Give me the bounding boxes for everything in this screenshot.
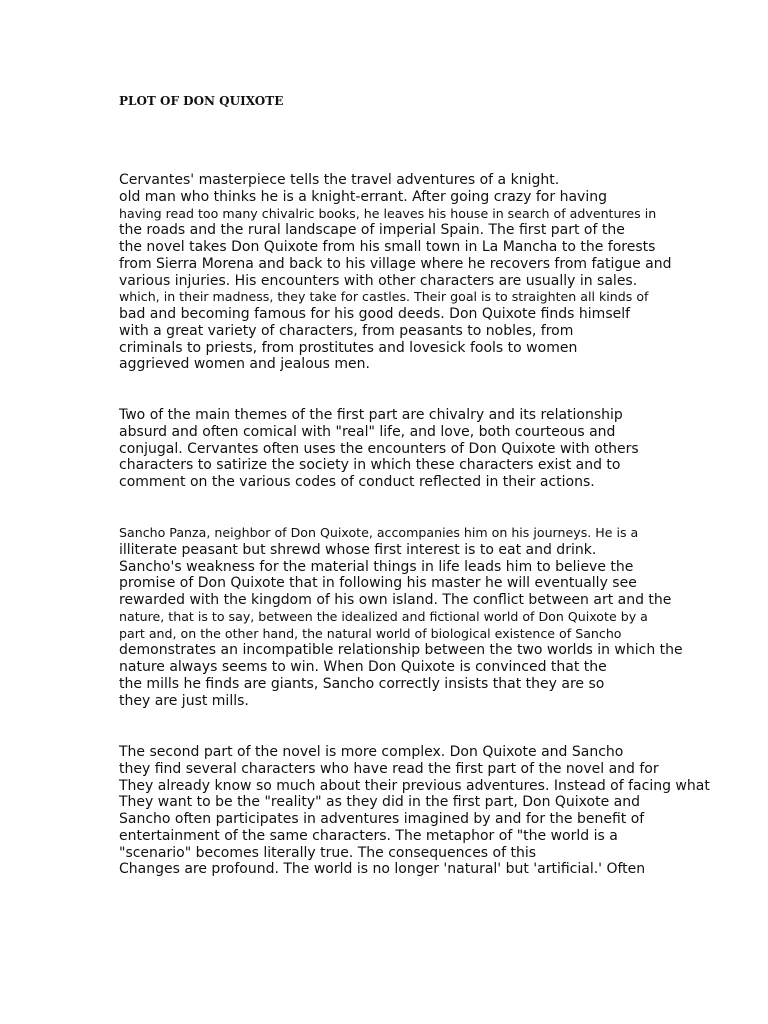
text-line: conjugal. Cervantes often uses the encounters of Don Quixote with others — [119, 440, 639, 457]
text-line: Two of the main themes of the first part are chivalry and its relationship — [119, 407, 623, 423]
text-line: They already know so much about their previous adventures. Instead of facing what — [119, 777, 710, 794]
text-line: The second part of the novel is more complex. Don Quixote and Sancho — [119, 744, 624, 760]
text-line: Cervantes' masterpiece tells the travel adventures of a knight. — [119, 172, 560, 188]
text-line: entertainment of the same characters. The metaphor of "the world is a — [119, 827, 618, 844]
text-line: having read too many chivalric books, he leaves his house in search of adventures in — [119, 205, 657, 221]
text-line: demonstrates an incompatible relationship between the two worlds in which the — [119, 642, 683, 659]
text-line: they are just mills. — [119, 692, 249, 709]
text-line: aggrieved women and jealous men. — [119, 356, 370, 373]
text-line: nature always seems to win. When Don Quixote is convinced that the — [119, 659, 607, 675]
paragraph-1 — [119, 172, 672, 373]
text-line: They want to be the "reality" as they did in the first part, Don Quixote and — [119, 794, 640, 811]
text-line: nature, that is to say, between the idealized and fictional world of Don Quixote by a — [119, 608, 648, 624]
text-line: Changes are profound. The world is no longer 'natural' but 'artificial.' Often — [119, 861, 646, 878]
paragraph-4 — [119, 744, 710, 878]
text-line: from Sierra Morena and back to his village where he recovers from fatigue and — [119, 255, 672, 272]
text-line: Sancho often participates in adventures imagined by and for the benefit of — [119, 811, 645, 827]
text-line: the novel takes Don Quixote from his small town in La Mancha to the forests — [119, 239, 656, 255]
text-line: rewarded with the kingdom of his own island. The conflict between art and the — [119, 592, 672, 608]
text-line: which, in their madness, they take for castles. Their goal is to straighten all kinds of — [119, 289, 649, 305]
text-line: part and, on the other hand, the natural world of biological existence of Sancho — [119, 625, 622, 641]
text-line: absurd and often comical with "real" life, and love, both courteous and — [119, 423, 616, 440]
text-line: Sancho's weakness for the material things in life leads him to believe the — [119, 558, 634, 575]
text-line: Sancho Panza, neighbor of Don Quixote, accompanies him on his journeys. He is a — [119, 525, 639, 540]
text-line: bad and becoming famous for his good deeds. Don Quixote finds himself — [119, 306, 631, 322]
paragraph-3 — [119, 525, 683, 709]
text-line: promise of Don Quixote that in following his master he will eventually see — [119, 575, 637, 592]
text-line: characters to satirize the society in which these characters exist and to — [119, 457, 621, 474]
text-line: criminals to priests, from prostitutes and lovesick fools to women — [119, 339, 578, 356]
text-line: various injuries. His encounters with other characters are usually in sales. — [119, 272, 638, 289]
text-line: the mills he finds are giants, Sancho correctly insists that they are so — [119, 675, 605, 692]
text-line: "scenario" becomes literally true. The consequences of this — [119, 844, 537, 861]
text-line: with a great variety of characters, from peasants to nobles, from — [119, 322, 574, 339]
text-line: old man who thinks he is a knight-errant. After going crazy for having — [119, 188, 607, 205]
text-line: they find several characters who have read the first part of the novel and for — [119, 760, 659, 777]
text-line: illiterate peasant but shrewd whose first interest is to eat and drink. — [119, 541, 597, 558]
paragraph-2 — [119, 407, 639, 491]
text-line: the roads and the rural landscape of imperial Spain. The first part of the — [119, 222, 625, 239]
text-line: comment on the various codes of conduct reflected in their actions. — [119, 474, 595, 490]
document-title: PLOT OF DON QUIXOTE — [119, 94, 284, 108]
